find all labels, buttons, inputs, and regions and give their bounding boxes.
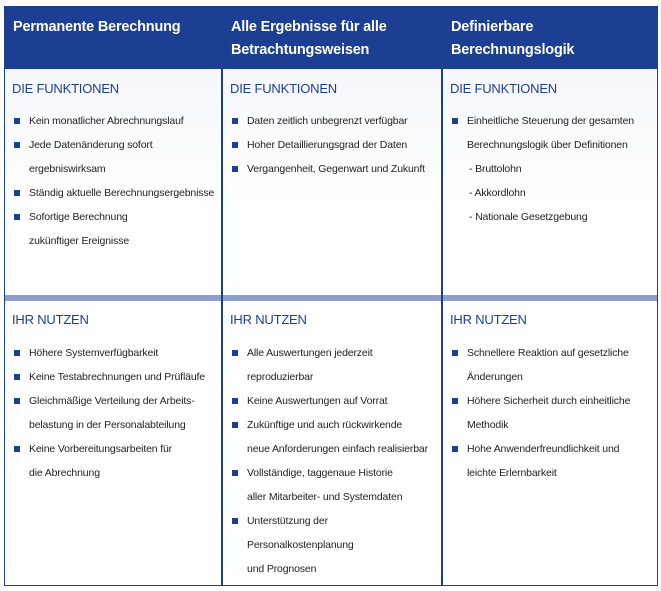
list-item: Einheitliche Steuerung der gesamten Berechnungslogik über Definitionen — [443, 109, 657, 157]
bullet-icon — [232, 518, 238, 524]
functions-title: DIE FUNKTIONEN — [450, 81, 557, 96]
sub-list-item: - Nationale Gesetzgebung — [469, 211, 588, 223]
list-item: Alle Auswertungen jederzeit reproduzierbar — [223, 341, 441, 389]
column-header: Permanente Berechnung — [5, 7, 221, 69]
benefits-title: IHR NUTZEN — [450, 312, 527, 327]
benefits-list — [223, 341, 441, 581]
bullet-icon — [232, 166, 238, 172]
bullet-icon — [14, 214, 20, 220]
list-item: Vergangenheit, Gegenwart und Zukunft — [223, 157, 441, 181]
column-all-results — [222, 6, 442, 586]
bullet-icon — [232, 142, 238, 148]
benefits-section — [443, 301, 657, 585]
column-definable-logic — [442, 6, 658, 586]
sub-list-item: - Bruttolohn — [469, 163, 522, 175]
list-item: Höhere Sicherheit durch einheitliche Methodik — [443, 389, 657, 437]
list-item: Zukünftige und auch rückwirkende neue Anforderungen einfach realisierbar — [223, 413, 441, 461]
bullet-icon — [232, 350, 238, 356]
column-header: Alle Ergebnisse für alle Betrachtungsweisen — [223, 7, 441, 69]
list-item: Keine Auswertungen auf Vorrat — [223, 389, 441, 413]
column-header: Definierbare Berechnungslogik — [443, 7, 657, 69]
list-item: Kein monatlicher Abrechnungslauf — [5, 109, 221, 133]
bullet-icon — [452, 446, 458, 452]
list-item: Keine Testabrechnungen und Prüfläufe — [5, 365, 221, 389]
list-item: Ständig aktuelle Berechnungsergebnisse — [5, 181, 221, 205]
list-item: Jede Datenänderung sofort ergebniswirksam — [5, 133, 221, 181]
functions-list — [5, 109, 221, 253]
bullet-icon — [14, 142, 20, 148]
list-item: Vollständige, taggenaue Historie aller Mitarbeiter- und Systemdaten — [223, 461, 441, 509]
list-item: Unterstützung der Personalkostenplanung und Prognosen — [223, 509, 441, 581]
list-item: Daten zeitlich unbegrenzt verfügbar — [223, 109, 441, 133]
functions-title: DIE FUNKTIONEN — [230, 81, 337, 96]
list-item: Hohe Anwenderfreundlichkeit und leichte Erlernbarkeit — [443, 437, 657, 485]
bullet-icon — [14, 190, 20, 196]
bullet-icon — [14, 118, 20, 124]
list-item: Keine Vorbereitungsarbeiten für die Abrechnung — [5, 437, 221, 485]
bullet-icon — [14, 398, 20, 404]
list-item: Höhere Systemverfügbarkeit — [5, 341, 221, 365]
functions-section — [443, 69, 657, 295]
bullet-icon — [452, 350, 458, 356]
benefits-list — [443, 341, 657, 485]
list-item: Hoher Detaillierungsgrad der Daten — [223, 133, 441, 157]
functions-list — [443, 109, 657, 229]
bullet-icon — [14, 350, 20, 356]
functions-list — [223, 109, 441, 181]
bullet-icon — [232, 422, 238, 428]
bullet-icon — [452, 118, 458, 124]
bullet-icon — [232, 398, 238, 404]
bullet-icon — [452, 398, 458, 404]
benefits-title: IHR NUTZEN — [12, 312, 89, 327]
column-permanent-calculation — [4, 6, 222, 586]
benefits-section — [223, 301, 441, 585]
benefits-list — [5, 341, 221, 485]
list-item: Sofortige Berechnung zukünftiger Ereignisse — [5, 205, 221, 253]
bullet-icon — [14, 446, 20, 452]
bullet-icon — [232, 470, 238, 476]
functions-section — [223, 69, 441, 295]
functions-section — [5, 69, 221, 295]
bullet-icon — [232, 118, 238, 124]
list-item: Gleichmäßige Verteilung der Arbeits- belastung in der Personalabteilung — [5, 389, 221, 437]
sub-list-item: - Akkordlohn — [469, 187, 526, 199]
benefits-title: IHR NUTZEN — [230, 312, 307, 327]
benefits-section — [5, 301, 221, 585]
functions-title: DIE FUNKTIONEN — [12, 81, 119, 96]
bullet-icon — [14, 374, 20, 380]
list-item: Schnellere Reaktion auf gesetzliche Änderungen — [443, 341, 657, 389]
